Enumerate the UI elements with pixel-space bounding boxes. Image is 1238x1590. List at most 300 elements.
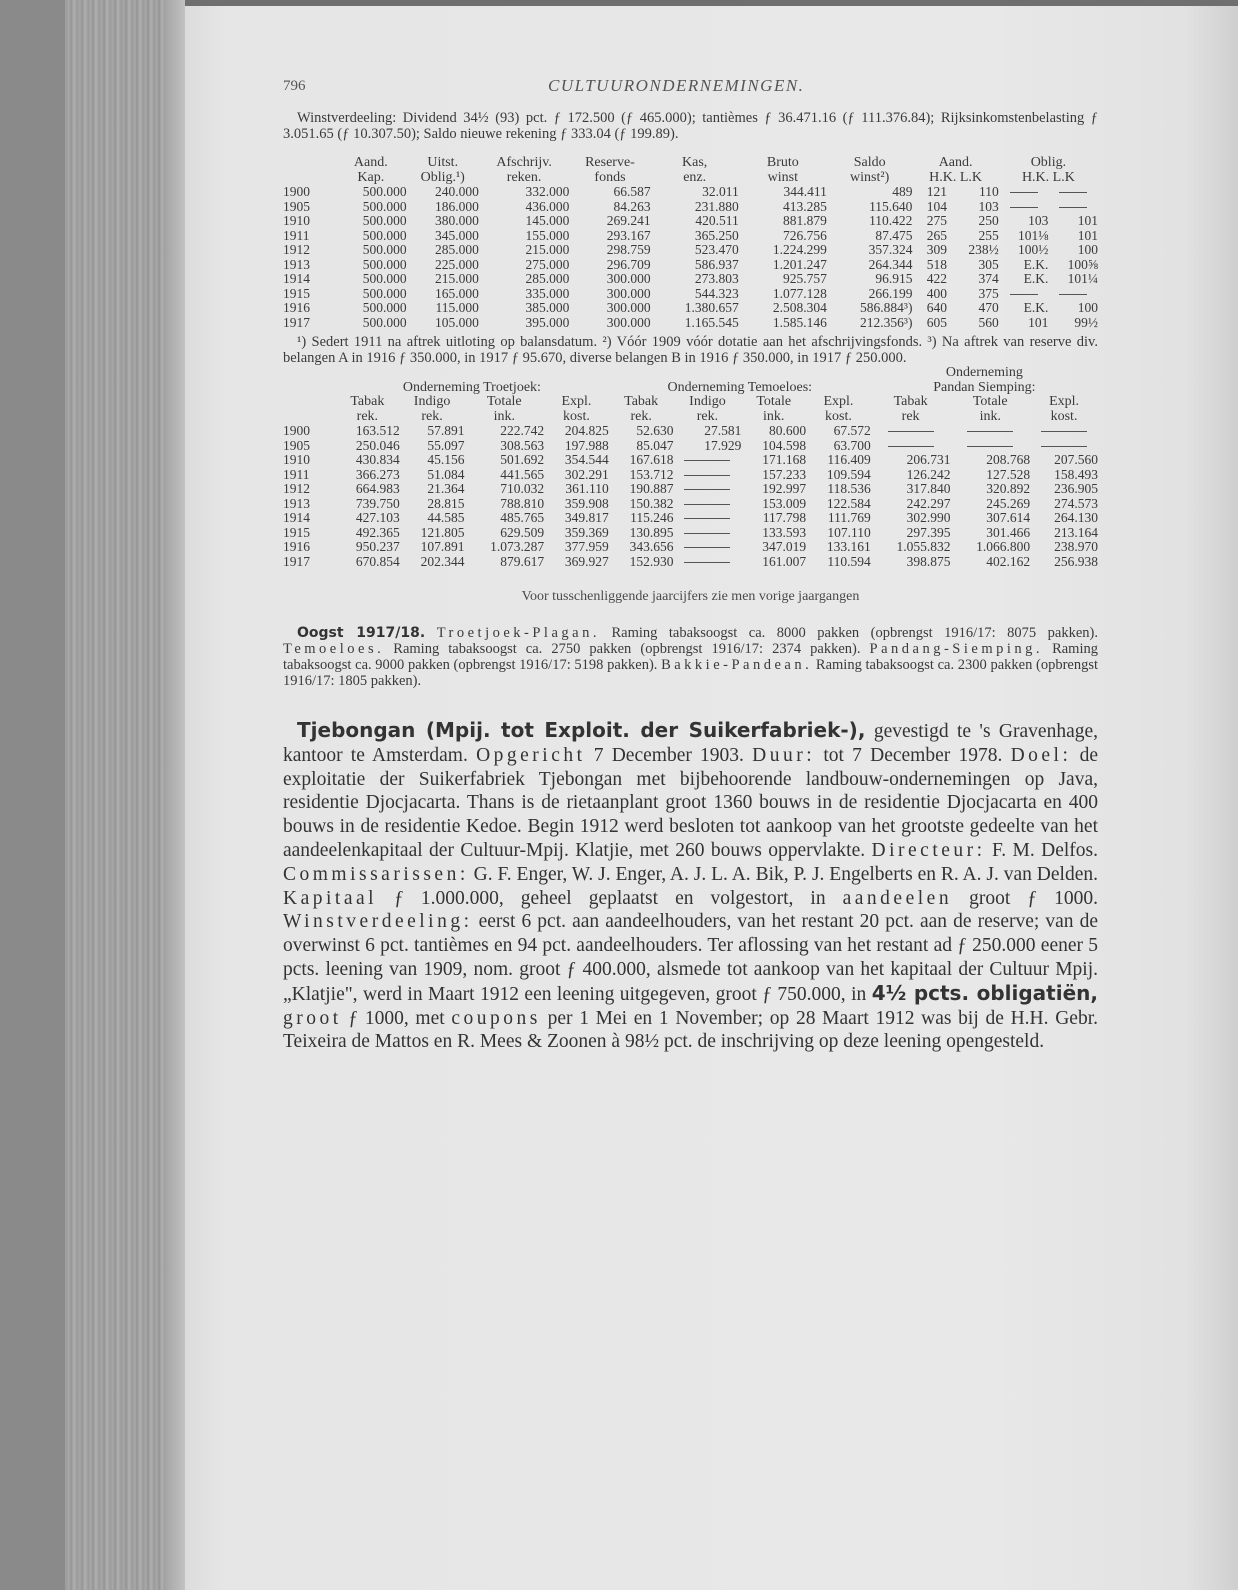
value-cell: 670.854 bbox=[355, 553, 400, 569]
column-header: Bruto bbox=[766, 155, 799, 170]
column-subheader: rek. bbox=[630, 408, 652, 424]
column-subheader: H.K. L.K bbox=[1021, 169, 1075, 185]
value-cell bbox=[1048, 200, 1098, 215]
value-cell: 500.000 bbox=[362, 256, 407, 272]
table-row bbox=[283, 439, 1098, 454]
column-subheader: rek. bbox=[356, 408, 379, 424]
page-content bbox=[283, 78, 1098, 1054]
value-cell: 264.130 bbox=[1054, 510, 1098, 525]
value-cell: 275.000 bbox=[525, 256, 570, 272]
value-cell: 500.000 bbox=[362, 271, 407, 286]
value-cell: 213.164 bbox=[1054, 524, 1098, 540]
table-row bbox=[283, 229, 1098, 244]
value-cell: 518 bbox=[926, 256, 947, 272]
value-cell: 186.000 bbox=[434, 198, 479, 214]
value-cell bbox=[1030, 424, 1098, 439]
value-cell: 369.927 bbox=[564, 553, 609, 569]
value-cell bbox=[674, 482, 742, 497]
plantation-table bbox=[283, 366, 1098, 569]
value-cell: 500.000 bbox=[362, 300, 407, 315]
value-cell: 1.077.128 bbox=[772, 285, 827, 301]
year-cell: 1916 bbox=[283, 300, 310, 315]
column-subheader: ink. bbox=[493, 408, 515, 424]
dash-rule bbox=[684, 460, 730, 461]
value-cell bbox=[1048, 287, 1098, 302]
value-cell: 347.019 bbox=[762, 539, 807, 554]
table-row bbox=[283, 468, 1098, 483]
year-cell: 1905 bbox=[283, 437, 310, 453]
dash-rule bbox=[1059, 192, 1087, 193]
value-cell bbox=[674, 540, 742, 555]
value-cell: 150.382 bbox=[629, 495, 674, 511]
value-cell: E.K. bbox=[1023, 271, 1049, 286]
table-row bbox=[283, 301, 1098, 316]
value-cell: 441.565 bbox=[500, 466, 545, 482]
value-cell: 273.803 bbox=[694, 271, 739, 286]
table-row bbox=[283, 482, 1098, 497]
value-cell: 155.000 bbox=[525, 227, 570, 243]
value-cell: 215.000 bbox=[525, 242, 570, 257]
value-cell: 354.544 bbox=[564, 452, 609, 467]
value-cell: 302.990 bbox=[906, 510, 951, 525]
value-cell: 430.834 bbox=[355, 452, 400, 467]
duur-label: Duur: bbox=[752, 744, 816, 766]
column-subheader: kost. bbox=[1050, 408, 1078, 424]
value-cell bbox=[1048, 185, 1098, 200]
table-row bbox=[283, 185, 1098, 200]
value-cell: 500.000 bbox=[362, 242, 407, 257]
column-subheader bbox=[283, 171, 335, 186]
value-cell: 96.915 bbox=[875, 271, 913, 286]
table-row bbox=[283, 258, 1098, 273]
value-cell: 242.297 bbox=[906, 495, 951, 511]
value-cell bbox=[674, 555, 742, 570]
year-cell: 1912 bbox=[283, 242, 310, 257]
value-cell bbox=[871, 439, 951, 454]
oogst-text: Raming tabaksoogst ca. 2300 pakken (opbrengst 1916/17: 1805 pakken). bbox=[283, 657, 1099, 689]
value-cell: 28.815 bbox=[427, 495, 465, 511]
dash-rule bbox=[684, 504, 730, 505]
value-cell bbox=[999, 287, 1049, 302]
value-cell: 436.000 bbox=[525, 198, 570, 214]
value-cell: 302.291 bbox=[564, 466, 609, 482]
column-header bbox=[283, 156, 335, 171]
value-cell: 300.000 bbox=[606, 314, 651, 330]
value-cell: 55.097 bbox=[427, 437, 465, 453]
table-header-row bbox=[283, 156, 1098, 171]
entry-text: de exploitatie der Suikerfabriek Tjebongan met bijbehoorende landbouw-ondernemingen op Java, residentie Djocjacarta. Thans is de rietaanplant groot 1360 bouws in de residentie Djocjacarta en 400 bouws in de residentie Kedoe. Begin 1912 werd besloten tot aankoop van het grootste gedeelte van het aandeelenkapitaal der Cultuur-Mpij. Klatjie, met 260 bouws oppervlakte. bbox=[283, 744, 1099, 861]
value-cell: 881.879 bbox=[783, 213, 827, 228]
dash-rule bbox=[1041, 431, 1087, 432]
empty-header bbox=[283, 395, 335, 410]
value-cell: 116.409 bbox=[827, 452, 871, 467]
value-cell: 27.581 bbox=[704, 423, 742, 438]
table-row bbox=[283, 316, 1098, 331]
dash-rule bbox=[888, 431, 934, 432]
column-header: Expl. bbox=[1049, 394, 1080, 409]
year-cell: 1900 bbox=[283, 184, 310, 199]
value-cell: 500.000 bbox=[362, 213, 407, 228]
value-cell: 157.233 bbox=[762, 466, 807, 482]
value-cell bbox=[999, 200, 1049, 215]
value-cell: 104 bbox=[926, 198, 947, 214]
year-cell: 1905 bbox=[283, 198, 310, 214]
value-cell: 308.563 bbox=[500, 437, 545, 453]
value-cell: 2.508.304 bbox=[772, 300, 827, 315]
value-cell: 359.369 bbox=[564, 524, 609, 540]
value-cell: 501.692 bbox=[500, 452, 545, 467]
column-subheader: ink. bbox=[979, 408, 1001, 424]
value-cell: 126.242 bbox=[906, 466, 951, 482]
book-binding-shadow bbox=[0, 0, 65, 1590]
value-cell: 167.618 bbox=[629, 452, 674, 467]
value-cell: 274.573 bbox=[1054, 495, 1098, 511]
value-cell: 489 bbox=[892, 184, 913, 199]
table-row bbox=[283, 453, 1098, 468]
column-header: Kas, bbox=[682, 155, 708, 170]
value-cell: 115.000 bbox=[435, 300, 479, 315]
column-header: Aand. bbox=[938, 155, 973, 170]
value-cell: 171.168 bbox=[762, 452, 807, 467]
value-cell: 118.536 bbox=[827, 481, 871, 496]
value-cell: 103 bbox=[1028, 213, 1049, 228]
value-cell: 1.165.545 bbox=[684, 314, 739, 330]
value-cell: 215.000 bbox=[434, 271, 479, 286]
column-subheader: winst bbox=[767, 169, 798, 185]
footnotes: ¹) Sedert 1911 na aftrek uitloting op balansdatum. ²) Vóór 1909 vóór dotatie aan het afschrijvingsfonds. ³) Na aftrek van reserve div. belangen A in 1916 ƒ 350.000, in 1917 ƒ 95.670, diverse belangen B in 1916 ƒ 350.000, in 1917 ƒ 250.000. bbox=[283, 334, 1098, 366]
value-cell: 950.237 bbox=[355, 539, 400, 554]
column-subheader: Oblig.¹) bbox=[420, 169, 465, 185]
value-cell: 1.224.299 bbox=[772, 242, 827, 257]
value-cell: 385.000 bbox=[525, 300, 570, 315]
value-cell bbox=[871, 424, 951, 439]
value-cell: 1.073.287 bbox=[490, 539, 545, 554]
table-row bbox=[283, 497, 1098, 512]
value-cell: 57.891 bbox=[427, 423, 465, 438]
oogst-label: Oogst 1917/18. bbox=[297, 625, 426, 641]
value-cell: 400 bbox=[926, 285, 947, 301]
dash-rule bbox=[967, 431, 1013, 432]
column-header: Totale bbox=[486, 394, 522, 409]
value-cell: 111.769 bbox=[827, 510, 871, 525]
value-cell: 87.475 bbox=[875, 227, 913, 243]
value-cell: 586.937 bbox=[694, 256, 739, 272]
value-cell: 245.269 bbox=[986, 495, 1031, 511]
value-cell: 307.614 bbox=[986, 510, 1031, 525]
column-header: Expl. bbox=[561, 394, 592, 409]
value-cell: 133.161 bbox=[826, 539, 871, 554]
value-cell: 190.887 bbox=[629, 481, 674, 496]
value-cell: 1.066.800 bbox=[976, 539, 1031, 554]
value-cell: 110.422 bbox=[869, 213, 913, 228]
dash-rule bbox=[684, 489, 730, 490]
year-cell: 1912 bbox=[283, 481, 310, 496]
value-cell: 52.630 bbox=[636, 423, 674, 438]
value-cell: 100 bbox=[1077, 242, 1098, 257]
value-cell: 788.810 bbox=[500, 495, 545, 511]
doel-label: Doel: bbox=[1010, 744, 1072, 766]
intermediate-years-note: Voor tusschenliggende jaarcijfers zie men vorige jaargangen bbox=[521, 589, 860, 604]
value-cell: 85.047 bbox=[636, 437, 674, 453]
column-subheader: kost. bbox=[825, 408, 852, 424]
column-header: Tabak bbox=[350, 394, 385, 409]
groot-label: groot bbox=[283, 1007, 342, 1029]
value-cell: 285.000 bbox=[525, 271, 570, 286]
column-subheader: fonds bbox=[594, 169, 626, 185]
value-cell: 1.380.657 bbox=[684, 300, 739, 315]
value-cell: 485.765 bbox=[500, 510, 545, 525]
directeur-label: Directeur: bbox=[871, 839, 986, 861]
value-cell: 296.709 bbox=[606, 256, 651, 272]
value-cell: 298.759 bbox=[606, 242, 651, 257]
value-cell: 161.007 bbox=[762, 553, 807, 569]
value-cell: 101 bbox=[1077, 227, 1098, 243]
table-row bbox=[283, 243, 1098, 258]
year-cell: 1910 bbox=[283, 213, 310, 228]
value-cell: 402.162 bbox=[986, 553, 1031, 569]
value-cell: 66.587 bbox=[613, 184, 651, 199]
year-cell: 1917 bbox=[283, 314, 310, 330]
entry-text: G. F. Enger, W. J. Enger, A. J. L. A. Bik, P. J. Engelberts en R. A. J. van Delden. bbox=[468, 863, 1098, 885]
entry-text: groot ƒ 1000. bbox=[952, 887, 1098, 909]
value-cell: 710.032 bbox=[500, 481, 545, 496]
value-cell: 117.798 bbox=[762, 510, 807, 525]
value-cell: 293.167 bbox=[606, 227, 651, 243]
entry-text: eerst 6 pct. aan aandeelhouders, van het restant 20 pct. aan de reserve; van de overwinst 6 pct. tantièmes en 94 pct. aandeelhouders. Ter aflossing van het restant ad ƒ 250.000 eener 5 pcts. leening van 1909, nom. groot ƒ 400.000, alsmede tot aankoop van het kapitaal der Cultuur Mpij. „Klatjie", werd in Maart 1912 een leening uitgegeven, groot ƒ 750.000, in bbox=[283, 911, 1098, 1005]
dash-rule bbox=[684, 533, 730, 534]
value-cell: 80.600 bbox=[768, 423, 807, 438]
value-cell: 500.000 bbox=[362, 285, 407, 301]
value-cell: 250 bbox=[978, 213, 999, 228]
value-cell: 300.000 bbox=[606, 285, 651, 301]
value-cell: 192.997 bbox=[762, 481, 807, 496]
value-cell: 101⅛ bbox=[1017, 227, 1049, 243]
value-cell: 255 bbox=[978, 227, 999, 243]
value-cell bbox=[674, 526, 742, 541]
table-header-row bbox=[283, 410, 1098, 425]
value-cell: 264.344 bbox=[868, 256, 913, 272]
table-row bbox=[283, 555, 1098, 570]
value-cell: 309 bbox=[926, 242, 947, 257]
value-cell: 335.000 bbox=[525, 285, 570, 301]
oogst-text: Raming tabaksoogst ca. 9000 pakken (opbrengst 1916/17: 5198 pakken). bbox=[283, 641, 1098, 673]
winstverdeeling-label: Winstverdeeling: bbox=[283, 911, 473, 933]
column-header: Indigo bbox=[413, 394, 451, 409]
table-row bbox=[283, 200, 1098, 215]
table-row bbox=[283, 272, 1098, 287]
value-cell: 207.560 bbox=[1054, 452, 1098, 467]
value-cell bbox=[1030, 439, 1098, 454]
value-cell: 500.000 bbox=[362, 184, 407, 199]
oogst-text: Raming tabaksoogst ca. 2750 pakken (opbrengst 1916/17: 2374 pakken). bbox=[384, 641, 870, 657]
column-header: Expl. bbox=[823, 394, 854, 409]
dash-rule bbox=[967, 446, 1013, 447]
year-cell: 1900 bbox=[283, 423, 310, 438]
financial-table-body bbox=[283, 185, 1098, 330]
year-cell: 1914 bbox=[283, 510, 310, 525]
value-cell: 366.273 bbox=[355, 466, 400, 482]
value-cell: 197.988 bbox=[564, 437, 609, 453]
value-cell: 361.110 bbox=[565, 481, 609, 496]
value-cell: 492.365 bbox=[355, 524, 400, 540]
value-cell: 380.000 bbox=[434, 213, 479, 228]
year-cell: 1916 bbox=[283, 539, 310, 554]
group-title-temoeloes: Onderneming Temoeloes: bbox=[667, 379, 813, 395]
running-head bbox=[283, 78, 1098, 100]
value-cell: 158.493 bbox=[1054, 466, 1098, 482]
column-header: Oblig. bbox=[1030, 155, 1067, 170]
year-cell: 1910 bbox=[283, 452, 310, 467]
value-cell: 544.323 bbox=[694, 285, 739, 301]
value-cell: 121 bbox=[926, 184, 947, 199]
value-cell: 300.000 bbox=[606, 271, 651, 286]
value-cell: 63.700 bbox=[833, 437, 871, 453]
value-cell: E.K. bbox=[1023, 256, 1049, 272]
value-cell: 586.884³) bbox=[860, 300, 913, 315]
page-number: 796 bbox=[283, 78, 306, 94]
value-cell: 165.000 bbox=[434, 285, 479, 301]
column-subheader: reken. bbox=[506, 169, 542, 185]
value-cell: 301.466 bbox=[986, 524, 1031, 540]
value-cell: 265 bbox=[926, 227, 947, 243]
page-gutter bbox=[165, 0, 185, 1590]
value-cell: 332.000 bbox=[525, 184, 570, 199]
tjebongan-entry bbox=[283, 719, 1098, 1054]
value-cell: 204.825 bbox=[564, 423, 609, 438]
value-cell: 121.805 bbox=[420, 524, 465, 540]
value-cell: 500.000 bbox=[362, 227, 407, 243]
entry-text: gevestigd te 's Gravenhage, kantoor te Amsterdam. bbox=[283, 721, 1099, 766]
group-title-row bbox=[283, 381, 1098, 396]
column-subheader: enz. bbox=[683, 169, 707, 185]
value-cell: 115.640 bbox=[869, 198, 913, 214]
value-cell: 238.970 bbox=[1054, 539, 1098, 554]
value-cell: 275 bbox=[926, 213, 947, 228]
value-cell: 238½ bbox=[968, 242, 999, 257]
table-row bbox=[283, 424, 1098, 439]
value-cell: 212.356³) bbox=[860, 314, 913, 330]
value-cell: 343.656 bbox=[629, 539, 674, 554]
kapitaal-label: Kapitaal bbox=[283, 887, 378, 909]
value-cell: 374 bbox=[978, 271, 999, 286]
value-cell: 500.000 bbox=[362, 198, 407, 214]
value-cell: 21.364 bbox=[427, 481, 465, 496]
empty-header bbox=[283, 410, 335, 425]
value-cell: 240.000 bbox=[434, 184, 479, 199]
dash-rule bbox=[684, 475, 730, 476]
value-cell: 317.840 bbox=[906, 481, 951, 496]
column-header: Aand. bbox=[353, 155, 388, 170]
entry-text: F. M. Delfos. bbox=[985, 839, 1098, 861]
value-cell: 44.585 bbox=[427, 510, 465, 525]
financial-table bbox=[283, 156, 1098, 330]
value-cell: 377.959 bbox=[564, 539, 609, 554]
value-cell: 104.598 bbox=[762, 437, 807, 453]
value-cell: 153.712 bbox=[629, 466, 674, 482]
value-cell: 305 bbox=[978, 256, 999, 272]
year-cell: 1913 bbox=[283, 495, 310, 511]
value-cell: 100⅝ bbox=[1067, 256, 1098, 272]
year-cell: 1915 bbox=[283, 524, 310, 540]
value-cell: 320.892 bbox=[986, 481, 1031, 496]
value-cell: 739.750 bbox=[355, 495, 400, 511]
group-title-troetjoek: Onderneming Troetjoek: bbox=[402, 379, 541, 395]
column-subheader: kost. bbox=[563, 408, 590, 424]
value-cell: 84.263 bbox=[613, 198, 651, 214]
value-cell: 269.241 bbox=[606, 213, 651, 228]
value-cell: E.K. bbox=[1023, 300, 1049, 315]
column-subheader: ink. bbox=[763, 408, 785, 424]
value-cell: 420.511 bbox=[695, 213, 739, 228]
entry-text: 7 December 1903. bbox=[585, 744, 753, 766]
value-cell: 208.768 bbox=[986, 452, 1031, 467]
dash-rule bbox=[1010, 192, 1038, 193]
year-cell: 1913 bbox=[283, 256, 310, 272]
temoeloes-label: Temoeloes. bbox=[283, 641, 385, 657]
value-cell: 236.905 bbox=[1054, 481, 1098, 496]
value-cell: 100½ bbox=[1017, 242, 1049, 257]
value-cell: 359.908 bbox=[564, 495, 609, 511]
column-header: Uitst. bbox=[427, 155, 459, 170]
value-cell: 107.110 bbox=[827, 524, 871, 540]
dash-rule bbox=[684, 562, 730, 563]
value-cell: 344.411 bbox=[783, 184, 827, 199]
year-cell: 1911 bbox=[283, 466, 310, 482]
year-cell: 1917 bbox=[283, 553, 310, 569]
entry-text: per 1 Mei en 1 November; op 28 Maart 1912 was bij de H.H. Gebr. Teixeira de Mattos en R. Mees & Zoonen à 98½ pct. de inschrijving op deze leening opengesteld. bbox=[283, 1007, 1098, 1053]
value-cell: 67.572 bbox=[833, 423, 871, 438]
value-cell: 110 bbox=[979, 184, 999, 199]
table-row bbox=[283, 511, 1098, 526]
year-cell: 1915 bbox=[283, 285, 310, 301]
value-cell: 285.000 bbox=[434, 242, 479, 257]
column-subheader: rek. bbox=[696, 408, 719, 424]
group-title-pandan-line1: Onderneming bbox=[945, 365, 1023, 380]
value-cell: 110.594 bbox=[827, 553, 871, 569]
value-cell: 357.324 bbox=[868, 242, 913, 257]
column-header: Tabak bbox=[624, 394, 659, 409]
table-row bbox=[283, 287, 1098, 302]
value-cell: 422 bbox=[926, 271, 947, 286]
column-subheader: rek. bbox=[421, 408, 443, 424]
value-cell: 726.756 bbox=[783, 227, 827, 243]
value-cell: 222.742 bbox=[500, 423, 545, 438]
value-cell: 153.009 bbox=[762, 495, 807, 511]
value-cell: 395.000 bbox=[525, 314, 570, 330]
column-header: Reserve- bbox=[585, 155, 635, 170]
value-cell: 349.817 bbox=[564, 510, 609, 525]
bakkie-label: Bakkie-Pandean. bbox=[661, 657, 813, 673]
dash-rule bbox=[1059, 294, 1087, 295]
oogst-text: Raming tabaksoogst ca. 8000 pakken (opbrengst 1916/17: 8075 pakken). bbox=[599, 625, 1098, 641]
opgericht-label: Opgericht bbox=[476, 744, 586, 766]
value-cell bbox=[674, 453, 742, 468]
value-cell: 225.000 bbox=[434, 256, 479, 272]
value-cell: 640 bbox=[926, 300, 947, 315]
column-header: Afschrijv. bbox=[496, 155, 552, 170]
value-cell: 365.250 bbox=[694, 227, 739, 243]
value-cell: 605 bbox=[926, 314, 947, 330]
value-cell: 163.512 bbox=[355, 423, 400, 438]
value-cell: 398.875 bbox=[906, 553, 951, 569]
column-subheader: rek bbox=[901, 408, 920, 424]
group-title-row-top bbox=[283, 366, 1098, 381]
column-header: Totale bbox=[756, 394, 792, 409]
running-title: CULTUURONDERNEMINGEN. bbox=[548, 76, 805, 95]
obligation-label: 4½ pcts. obligatiën, bbox=[871, 980, 1098, 1005]
value-cell bbox=[950, 439, 1030, 454]
dash-rule bbox=[684, 547, 730, 548]
